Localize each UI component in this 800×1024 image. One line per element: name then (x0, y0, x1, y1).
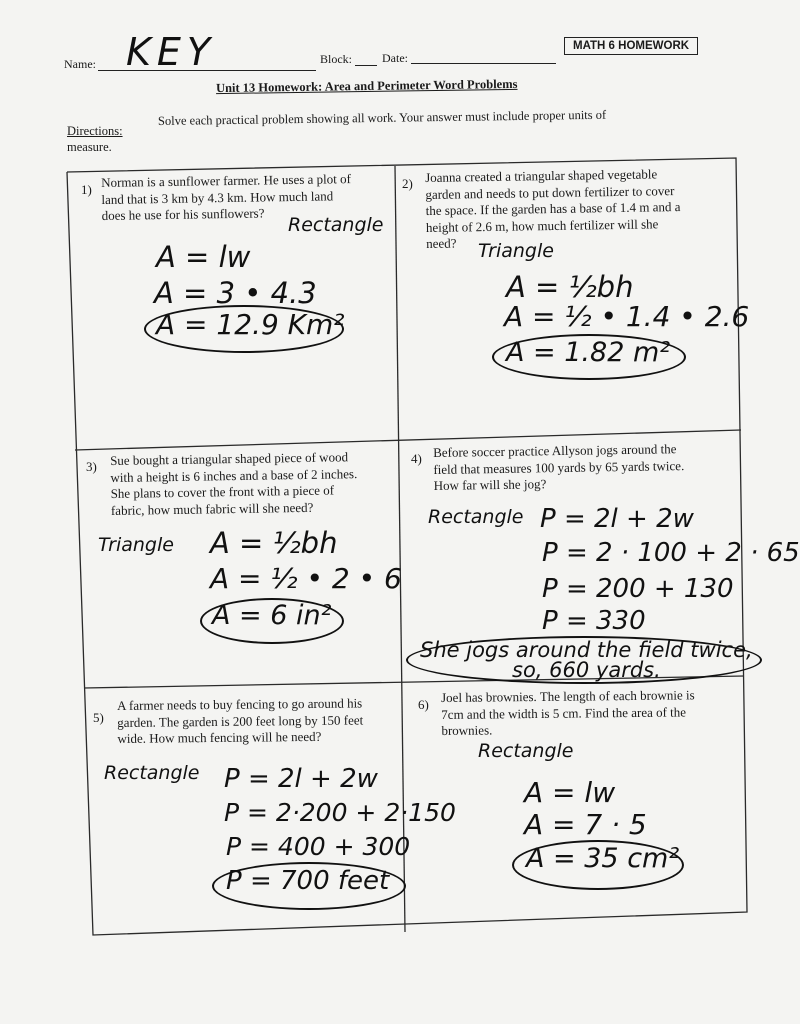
problem-5-step-1: P = 2l + 2w (224, 764, 378, 794)
course-badge: MATH 6 HOMEWORK (564, 37, 698, 55)
problem-1-number: 1) (81, 182, 92, 197)
block-label: Block: (320, 52, 352, 66)
page-title: Unit 13 Homework: Area and Perimeter Word Problems (215, 76, 518, 96)
problem-3-shape: Triangle (98, 534, 174, 556)
problem-5-shape: Rectangle (104, 762, 200, 784)
problem-6-step-2: A = 7 · 5 (524, 808, 647, 841)
problem-6-text: Joel has brownies. The length of each brownie is 7cm and the width is 5 cm. Find the area of the brownies. (441, 687, 695, 738)
problem-2-shape: Triangle (478, 240, 554, 262)
problem-1-step-1: A = lw (156, 240, 251, 274)
problem-5-answer: P = 700 feet (226, 866, 390, 896)
problem-3-step-2: A = ½ • 2 • 6 (210, 562, 402, 595)
problem-4-text: Before soccer practice Allyson jogs around the field that measures 100 yards by 65 yards twice. How far will she jog? (433, 441, 685, 493)
problem-1-step-2: A = 3 • 4.3 (154, 276, 317, 310)
problem-2-step-2: A = ½ • 1.4 • 2.6 (504, 300, 750, 333)
problem-4-answer-line-1: She jogs around the field twice, (420, 638, 753, 662)
problem-5-text: A farmer needs to buy fencing to go around his garden. The garden is 200 feet long by 150 feet wide. How much fencing will he need? (117, 695, 364, 746)
problem-1-answer: A = 12.9 Km² (156, 308, 345, 341)
problem-5-step-3: P = 400 + 300 (226, 832, 411, 861)
problem-2-number: 2) (402, 176, 413, 191)
problem-3-number: 3) (86, 459, 97, 474)
directions-text-2: measure. (67, 140, 112, 154)
directions-text: Solve each practical problem showing all work. Your answer must include proper units of (157, 107, 607, 128)
problem-5-number: 5) (93, 710, 104, 725)
problem-3-answer: A = 6 in² (212, 600, 332, 631)
problem-4-number: 4) (411, 451, 422, 466)
problem-4-step-2: P = 2 · 100 + 2 · 65 (542, 538, 800, 568)
problem-6-shape: Rectangle (478, 740, 574, 762)
date-label: Date: (382, 51, 408, 65)
directions-label: Directions: (67, 124, 123, 138)
problem-2-step-1: A = ½bh (506, 270, 634, 304)
problem-2-text: Joanna created a triangular shaped vegetable garden and needs to put down fertilizer to cover the space. If the garden has a base of 1.4 m and a height of 2.6 m, how much fertilizer will she need? (425, 166, 681, 251)
problem-3-step-1: A = ½bh (210, 526, 338, 560)
problem-4-step-4: P = 330 (542, 606, 646, 636)
name-value: KEY (126, 30, 217, 74)
problem-2-answer: A = 1.82 m² (506, 337, 671, 368)
problem-5-step-2: P = 2·200 + 2·150 (224, 798, 456, 827)
problem-1-shape: Rectangle (288, 214, 384, 236)
problem-1-text: Norman is a sunflower farmer. He uses a plot of land that is 3 km by 4.3 km. How much land does he use for his sunflowers? (101, 171, 352, 223)
problem-3-text: Sue bought a triangular shaped piece of wood with a height is 6 inches and a base of 2 inches. She plans to cover the front with a piece of fabric, how much fabric will she need? (110, 449, 358, 518)
problem-4-answer-line-2: so, 660 yards. (512, 658, 661, 682)
problem-6-step-1: A = lw (524, 776, 616, 809)
name-label: Name: (64, 57, 96, 71)
problem-4-step-1: P = 2l + 2w (540, 504, 694, 534)
problem-4-step-3: P = 200 + 130 (542, 574, 734, 604)
problem-6-answer: A = 35 cm² (526, 843, 680, 874)
problem-4-shape: Rectangle (428, 506, 524, 528)
problem-6-number: 6) (418, 697, 429, 712)
